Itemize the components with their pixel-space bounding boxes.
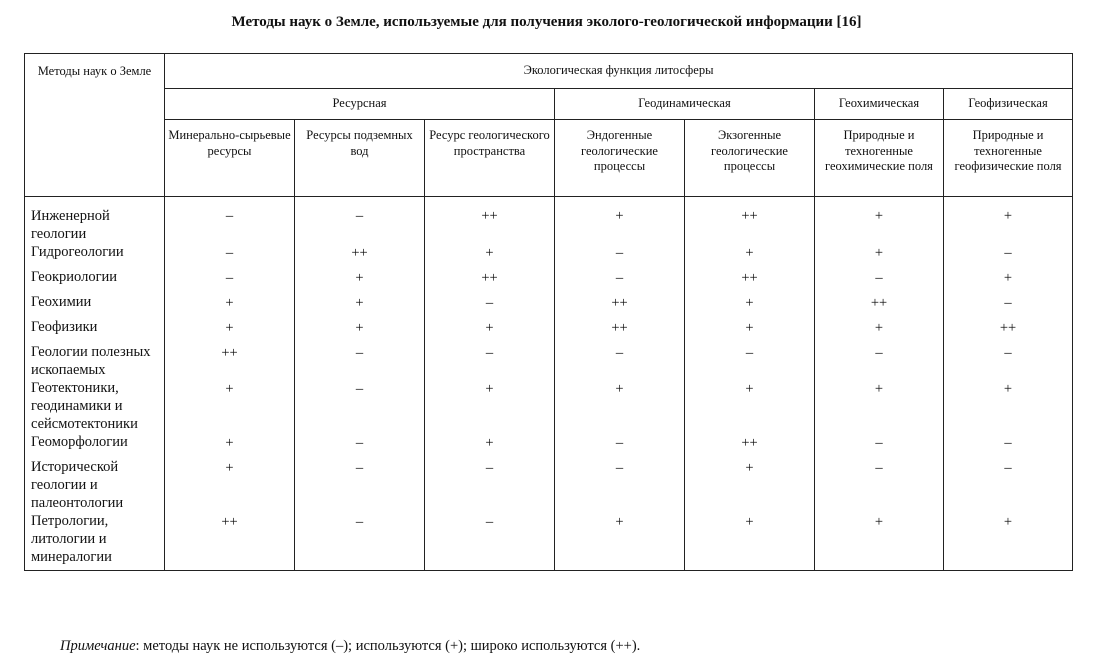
value-cell: – xyxy=(165,197,295,244)
value-cell: + xyxy=(944,268,1073,293)
value-cell: + xyxy=(165,433,295,458)
value-cell: + xyxy=(685,458,815,512)
method-cell: Петрологии, литологии и минералогии xyxy=(25,512,165,571)
value-cell: – xyxy=(944,433,1073,458)
column-header-groundwater: Ресурсы подземных вод xyxy=(295,120,425,197)
value-cell: – xyxy=(425,343,555,379)
value-cell: ++ xyxy=(685,197,815,244)
note-text: : методы наук не используются (–); используются (+); широко используются (++). xyxy=(135,638,641,654)
value-cell: + xyxy=(295,318,425,343)
method-cell: Исторической геологии и палеонтологии xyxy=(25,458,165,512)
table-row xyxy=(25,458,1073,512)
table-row xyxy=(25,268,1073,293)
value-cell: + xyxy=(685,512,815,571)
method-cell: Геофизики xyxy=(25,318,165,343)
group-header-geodynamic: Геодинамическая xyxy=(555,89,815,120)
value-cell: – xyxy=(815,268,944,293)
method-cell: Гидрогеологии xyxy=(25,243,165,268)
value-cell: – xyxy=(425,512,555,571)
value-cell: – xyxy=(295,433,425,458)
value-cell: ++ xyxy=(685,268,815,293)
value-cell: + xyxy=(944,512,1073,571)
value-cell: ++ xyxy=(425,268,555,293)
value-cell: – xyxy=(944,343,1073,379)
table-row xyxy=(25,379,1073,433)
value-cell: – xyxy=(555,343,685,379)
value-cell: + xyxy=(685,243,815,268)
value-cell: + xyxy=(685,318,815,343)
note-label: Примечание xyxy=(60,638,136,654)
column-header-geophys-fields: Природные и техногенные геофизические поля xyxy=(944,120,1073,197)
value-cell: + xyxy=(555,512,685,571)
method-cell: Геохимии xyxy=(25,293,165,318)
value-cell: – xyxy=(944,458,1073,512)
value-cell: – xyxy=(295,197,425,244)
value-cell: – xyxy=(555,433,685,458)
value-cell: + xyxy=(165,318,295,343)
column-header-geospace: Ресурс геологического пространства xyxy=(425,120,555,197)
value-cell: – xyxy=(425,293,555,318)
value-cell: + xyxy=(555,379,685,433)
value-cell: + xyxy=(815,197,944,244)
value-cell: ++ xyxy=(815,293,944,318)
value-cell: + xyxy=(685,379,815,433)
value-cell: ++ xyxy=(165,512,295,571)
value-cell: + xyxy=(165,379,295,433)
table-row xyxy=(25,318,1073,343)
value-cell: + xyxy=(944,197,1073,244)
method-cell: Геологии полезных ископаемых xyxy=(25,343,165,379)
group-header-resource: Ресурсная xyxy=(165,89,555,120)
value-cell: – xyxy=(295,512,425,571)
value-cell: + xyxy=(815,243,944,268)
value-cell: – xyxy=(944,243,1073,268)
value-cell: – xyxy=(295,458,425,512)
value-cell: ++ xyxy=(165,343,295,379)
table-body xyxy=(25,197,1073,571)
value-cell: – xyxy=(815,458,944,512)
method-cell: Геоморфологии xyxy=(25,433,165,458)
value-cell: – xyxy=(944,293,1073,318)
value-cell: + xyxy=(815,512,944,571)
column-header-geochem-fields: Природные и техногенные геохимические поля xyxy=(815,120,944,197)
table-title: Методы наук о Земле, используемые для получения эколого-геологической информации [16] xyxy=(231,14,862,30)
value-cell: + xyxy=(944,379,1073,433)
method-cell: Геотектоники, геодинамики и сейсмотектоники xyxy=(25,379,165,433)
value-cell: ++ xyxy=(685,433,815,458)
group-header-geochemical: Геохимическая xyxy=(815,89,944,120)
value-cell: + xyxy=(425,379,555,433)
table-note xyxy=(60,638,640,655)
value-cell: + xyxy=(815,318,944,343)
value-cell: – xyxy=(555,268,685,293)
group-header-geophysical: Геофизическая xyxy=(944,89,1073,120)
value-cell: + xyxy=(165,293,295,318)
value-cell: ++ xyxy=(944,318,1073,343)
value-cell: + xyxy=(815,379,944,433)
value-cell: + xyxy=(555,197,685,244)
value-cell: – xyxy=(165,243,295,268)
table-row xyxy=(25,243,1073,268)
column-header-endogenous: Эндогенные геологические процессы xyxy=(555,120,685,197)
table-row xyxy=(25,433,1073,458)
value-cell: ++ xyxy=(295,243,425,268)
corner-header: Методы наук о Земле xyxy=(25,54,165,197)
value-cell: + xyxy=(165,458,295,512)
value-cell: + xyxy=(425,433,555,458)
value-cell: – xyxy=(295,343,425,379)
value-cell: ++ xyxy=(425,197,555,244)
value-cell: – xyxy=(555,458,685,512)
table-row xyxy=(25,197,1073,244)
value-cell: – xyxy=(295,379,425,433)
value-cell: + xyxy=(425,243,555,268)
table-row xyxy=(25,293,1073,318)
value-cell: – xyxy=(555,243,685,268)
value-cell: + xyxy=(685,293,815,318)
value-cell: + xyxy=(295,268,425,293)
value-cell: ++ xyxy=(555,318,685,343)
value-cell: – xyxy=(165,268,295,293)
method-cell: Инженерной геологии xyxy=(25,197,165,244)
column-header-exogenous: Экзогенные геологические процессы xyxy=(685,120,815,197)
value-cell: + xyxy=(425,318,555,343)
ecological-function-header: Экологическая функция литосферы xyxy=(165,54,1073,89)
value-cell: – xyxy=(685,343,815,379)
value-cell: – xyxy=(425,458,555,512)
table-row xyxy=(25,343,1073,379)
column-header-mineral: Минерально-сырьевые ресурсы xyxy=(165,120,295,197)
method-cell: Геокриологии xyxy=(25,268,165,293)
value-cell: ++ xyxy=(555,293,685,318)
value-cell: – xyxy=(815,343,944,379)
value-cell: + xyxy=(295,293,425,318)
value-cell: – xyxy=(815,433,944,458)
methods-table xyxy=(24,53,1073,571)
table-row xyxy=(25,512,1073,571)
